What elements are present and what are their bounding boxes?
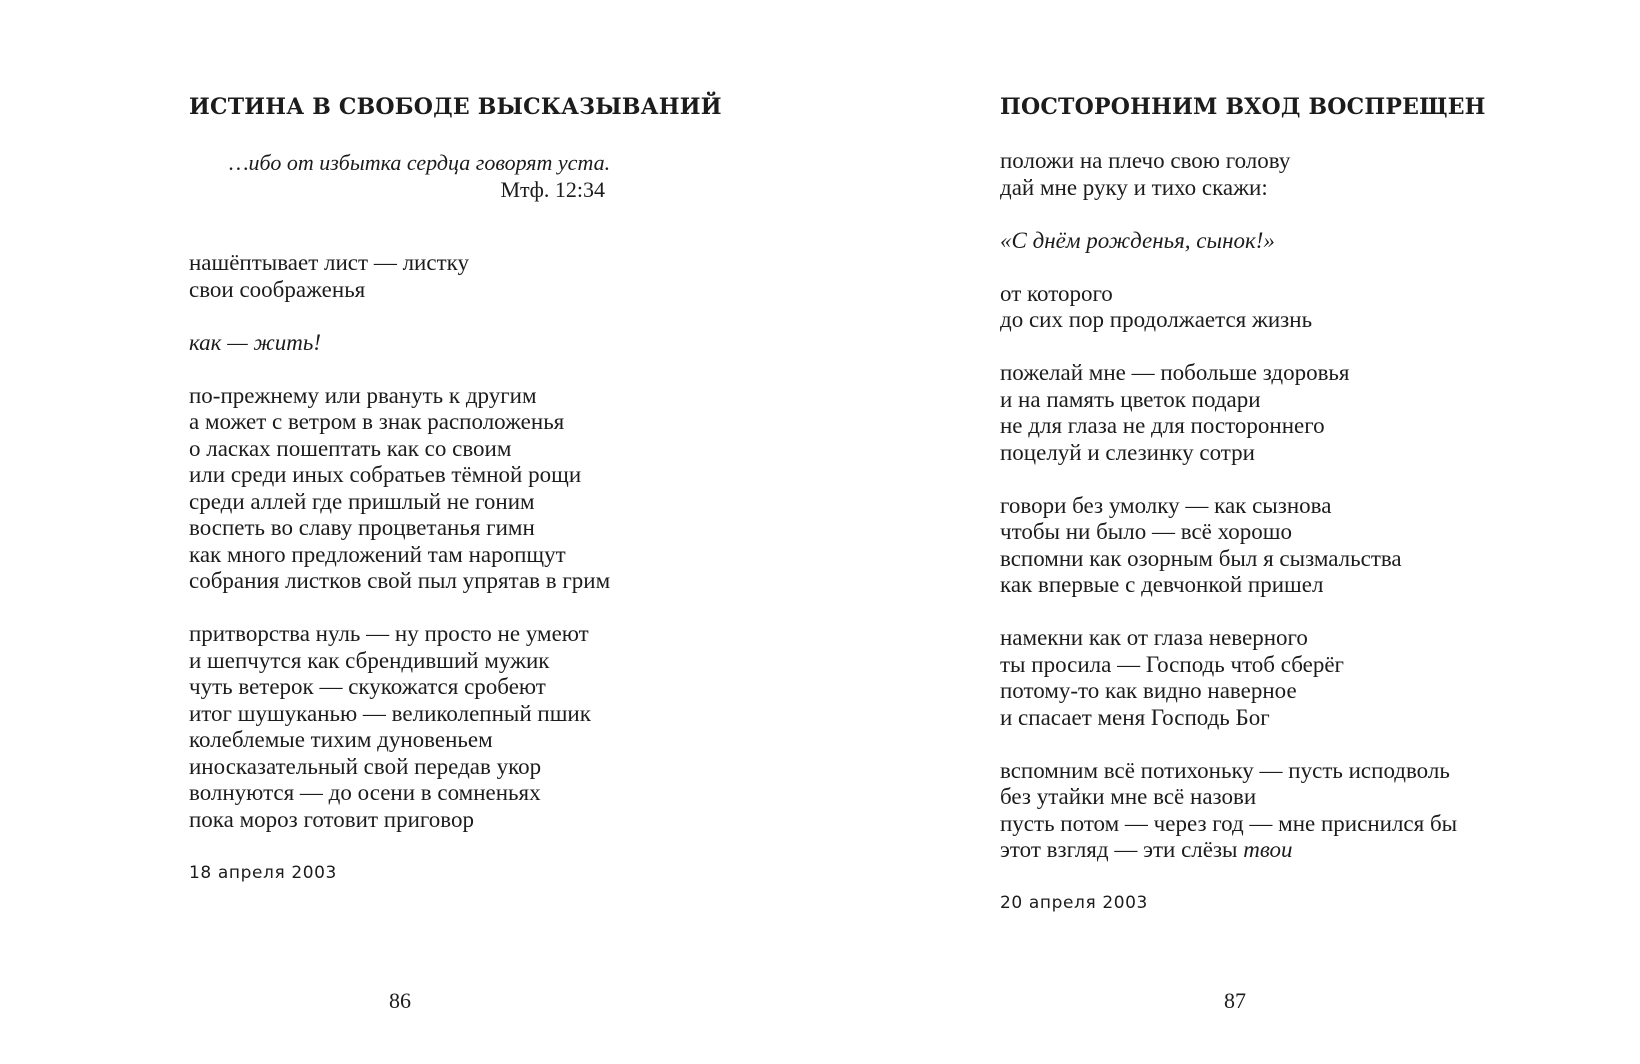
poem-line: потому-то как видно наверное: [1000, 678, 1297, 703]
poem-line: как впервые с девчонкой пришел: [1000, 572, 1324, 597]
poem-line: как много предложений там наропщут: [189, 541, 566, 567]
stanza: [189, 383, 709, 595]
poem-date: 18 апреля 2003: [189, 862, 337, 883]
poem-line: и шепчутся как сбрендивший мужик: [189, 647, 550, 673]
poem-line: о ласках пошептать как со своим: [189, 435, 512, 461]
poem-line: итог шушуканью — великолепный пшик: [189, 700, 591, 726]
poem-line: чтобы ни было — всё хорошо: [1000, 519, 1292, 544]
poem-line: притворства нуль — ну просто не умеют: [189, 621, 589, 646]
poem-line: как — жить!: [189, 329, 322, 355]
poem-line: колеблемые тихим дуновеньем: [189, 727, 493, 752]
page-number: 86: [389, 988, 411, 1013]
poem-line: воспеть во славу процветанья гимн: [189, 515, 535, 540]
poem-line: поцелуй и слезинку сотри: [1000, 439, 1255, 465]
poem-line: иносказательный свой передав укор: [189, 753, 542, 779]
stanza: [189, 250, 709, 303]
poem-line: по-прежнему или рвануть к другим: [189, 382, 537, 408]
poem-line: нашёптывает лист — листку: [189, 250, 469, 275]
poem-line: от которого: [1000, 280, 1113, 306]
stanza: [189, 330, 709, 357]
poem-line: собрания листков свой пыл упрятав в грим: [189, 568, 611, 593]
stanza: [189, 621, 709, 833]
poem-line: вспомни как озорным был я сызмальства: [1000, 545, 1402, 571]
poem-line-last-text: этот взгляд — эти слёзы: [1000, 837, 1244, 862]
left-page: [189, 0, 722, 1064]
poem-line: пожелай мне — побольше здоровья: [1000, 360, 1350, 385]
poem-line: волнуются — до осени в сомненьях: [189, 780, 541, 805]
stanza: [1000, 758, 1520, 864]
stanza: [1000, 148, 1520, 201]
poem-body: [189, 250, 709, 886]
stanza: [1000, 493, 1520, 599]
poem-line: до сих пор продолжается жизнь: [1000, 307, 1313, 332]
stanza: [1000, 228, 1520, 255]
stanza: [1000, 281, 1520, 334]
epigraph: [229, 149, 611, 203]
poem-line: вспомним всё потихоньку — пусть исподволь: [1000, 757, 1450, 783]
poem-line: среди аллей где пришлый не гоним: [189, 488, 535, 514]
epigraph-quote: …ибо от избытка сердца говорят уста.: [229, 150, 611, 175]
poem-title: ПОСТОРОННИМ ВХОД ВОСПРЕЩЕН: [1000, 94, 1486, 120]
page-number: 87: [1224, 988, 1246, 1013]
poem-line: без утайки мне всё назови: [1000, 784, 1257, 809]
poem-line: чуть ветерок — скукожатся сробеют: [189, 674, 546, 699]
poem-line-last: [1000, 837, 1520, 864]
poem-line: пока мороз готовит приговор: [189, 806, 474, 832]
poem-line: а может с ветром в знак расположенья: [189, 409, 565, 434]
poem-line: намекни как от глаза неверного: [1000, 625, 1308, 650]
stanza: [1000, 360, 1520, 466]
poem-line: говори без умолку — как сызнова: [1000, 492, 1332, 518]
poem-title: ИСТИНА В СВОБОДЕ ВЫСКАЗЫВАНИЙ: [189, 94, 722, 120]
right-page: [1000, 0, 1520, 1064]
poem-line: и на память цветок подари: [1000, 386, 1261, 412]
poem-line: свои соображенья: [189, 276, 366, 302]
poem-line: ты просила — Господь чтоб сберёг: [1000, 651, 1344, 677]
poem-line: или среди иных собратьев тёмной рощи: [189, 462, 582, 487]
epigraph-source: Мтф. 12:34: [500, 177, 605, 202]
poem-line: и спасает меня Господь Бог: [1000, 704, 1270, 730]
poem-line: «С днём рожденья, сынок!»: [1000, 227, 1275, 253]
poem-line: положи на плечо свою голову: [1000, 148, 1291, 173]
stanza: [1000, 625, 1520, 731]
poem-date: 20 апреля 2003: [1000, 893, 1148, 913]
poem-body: [1000, 148, 1520, 917]
poem-line: дай мне руку и тихо скажи:: [1000, 174, 1268, 200]
poem-line: пусть потом — через год — мне приснился бы: [1000, 810, 1458, 836]
poem-line-last-italic: твои: [1243, 837, 1293, 862]
poem-line: не для глаза не для постороннего: [1000, 413, 1325, 438]
